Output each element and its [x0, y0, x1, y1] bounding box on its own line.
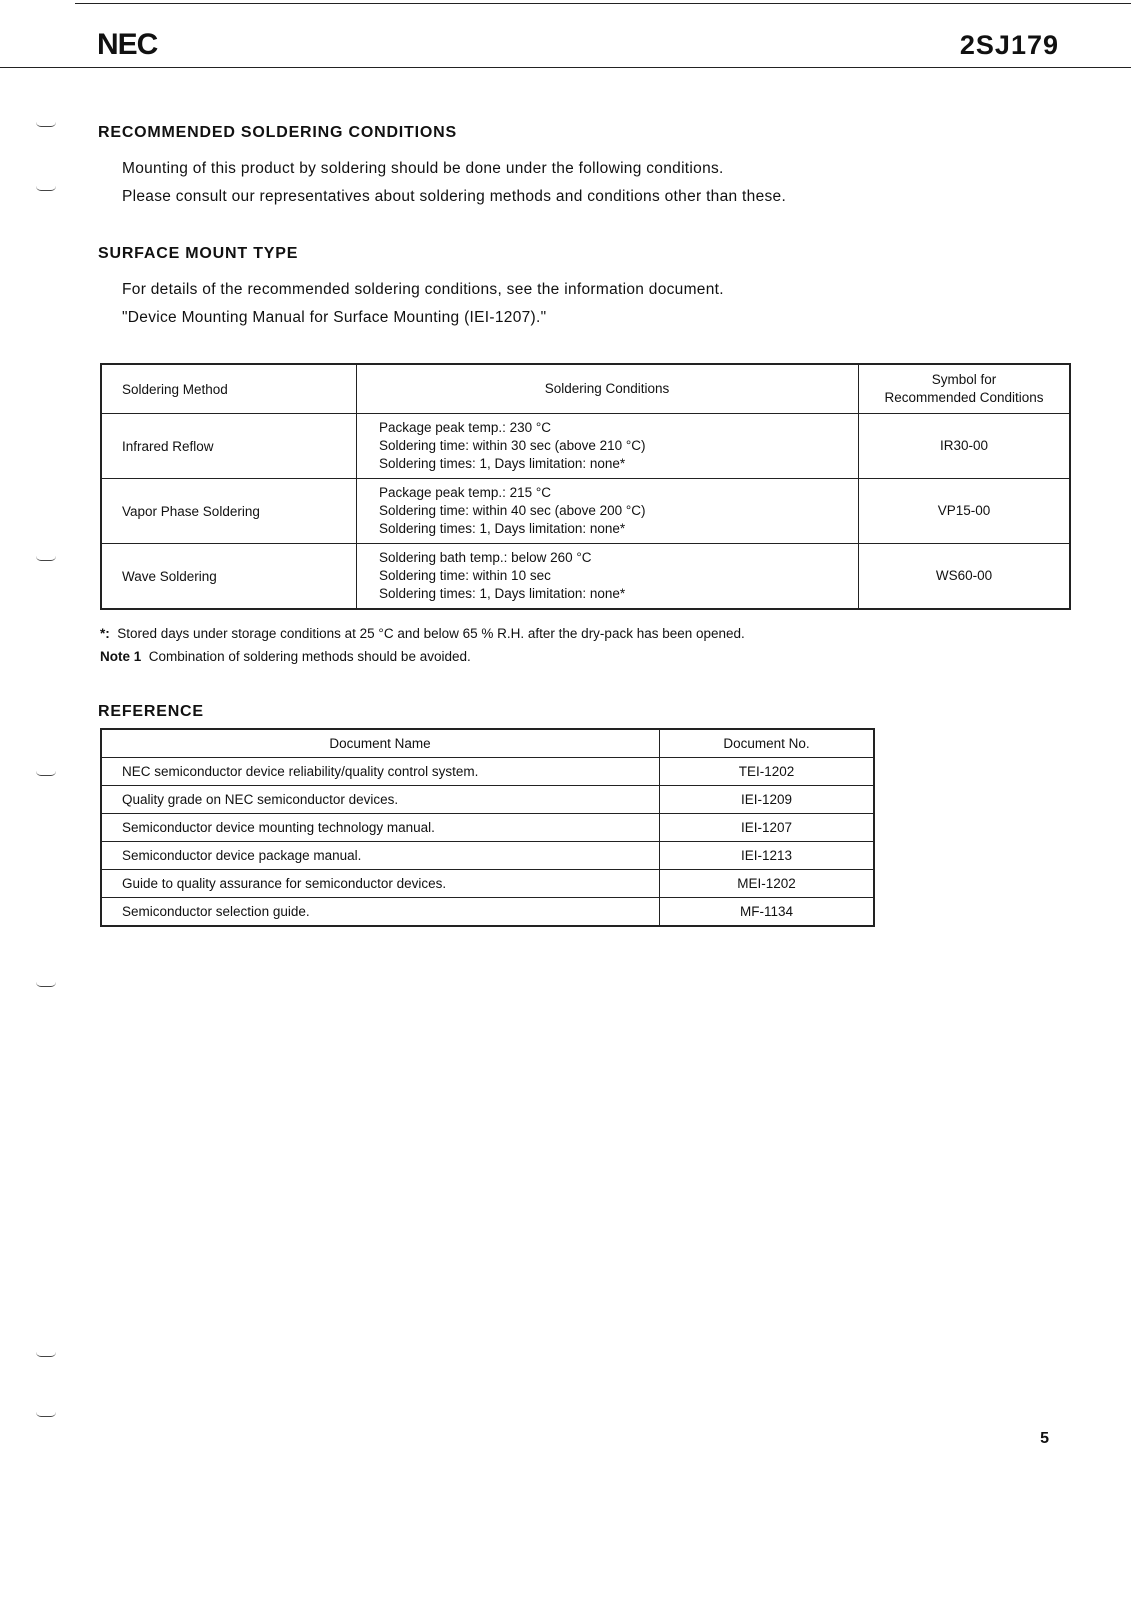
binding-mark — [36, 122, 56, 127]
method-cell: Wave Soldering — [101, 544, 357, 610]
document-name-cell: Semiconductor device package manual. — [101, 842, 660, 870]
binding-mark — [36, 1412, 56, 1417]
conditions-cell: Package peak temp.: 230 °C Soldering time: within 30 sec (above 210 °C) Soldering times: 1, Days limitation: none* — [357, 414, 859, 479]
conditions-cell: Package peak temp.: 215 °C Soldering time: within 40 sec (above 200 °C) Soldering times: 1, Days limitation: none* — [357, 479, 859, 544]
table-row — [101, 814, 874, 842]
table-header-row — [101, 729, 874, 758]
table-row — [101, 479, 1070, 544]
section-heading-soldering: RECOMMENDED SOLDERING CONDITIONS — [98, 124, 457, 141]
table-row — [101, 544, 1070, 610]
column-header: Symbol for Recommended Conditions — [859, 364, 1071, 414]
document-number-cell: IEI-1213 — [660, 842, 875, 870]
page-number: 5 — [1040, 1430, 1049, 1447]
table-header-row — [101, 364, 1070, 414]
document-name-cell: Semiconductor device mounting technology manual. — [101, 814, 660, 842]
symbol-cell: WS60-00 — [859, 544, 1071, 610]
soldering-conditions-table — [100, 363, 1071, 610]
column-header: Document No. — [660, 729, 875, 758]
paragraph-line: "Device Mounting Manual for Surface Mounting (IEI-1207)." — [122, 309, 547, 326]
footnote-storage: *: Stored days under storage conditions at 25 °C and below 65 % R.H. after the dry-pack has been opened. — [100, 626, 745, 641]
section-heading-reference: REFERENCE — [98, 703, 204, 720]
header-rule — [0, 67, 1131, 68]
table-row — [101, 414, 1070, 479]
document-number-cell: IEI-1209 — [660, 786, 875, 814]
binding-mark — [36, 186, 56, 191]
column-header: Document Name — [101, 729, 660, 758]
table-row — [101, 786, 874, 814]
document-number-cell: MF-1134 — [660, 898, 875, 927]
brand-logo: NEC — [97, 28, 158, 61]
note-1: Note 1 Combination of soldering methods should be avoided. — [100, 649, 471, 664]
section-heading-surface-mount: SURFACE MOUNT TYPE — [98, 245, 299, 262]
document-name-cell: Quality grade on NEC semiconductor devices. — [101, 786, 660, 814]
document-number-cell: TEI-1202 — [660, 758, 875, 786]
table-row — [101, 842, 874, 870]
method-cell: Infrared Reflow — [101, 414, 357, 479]
table-row — [101, 898, 874, 927]
paragraph-line: Mounting of this product by soldering should be done under the following conditions. — [122, 160, 724, 177]
binding-mark — [36, 982, 56, 987]
binding-mark — [36, 771, 56, 776]
paragraph-line: Please consult our representatives about soldering methods and conditions other than these. — [122, 188, 787, 205]
document-number-cell: IEI-1207 — [660, 814, 875, 842]
column-header: Soldering Method — [101, 364, 357, 414]
conditions-cell: Soldering bath temp.: below 260 °C Soldering time: within 10 sec Soldering times: 1, Days limitation: none* — [357, 544, 859, 610]
document-name-cell: Guide to quality assurance for semiconductor devices. — [101, 870, 660, 898]
document-name-cell: Semiconductor selection guide. — [101, 898, 660, 927]
symbol-cell: IR30-00 — [859, 414, 1071, 479]
method-cell: Vapor Phase Soldering — [101, 479, 357, 544]
binding-mark — [36, 556, 56, 561]
symbol-cell: VP15-00 — [859, 479, 1071, 544]
column-header: Soldering Conditions — [357, 364, 859, 414]
paragraph-line: For details of the recommended soldering conditions, see the information document. — [122, 281, 724, 298]
top-rule — [75, 3, 1131, 4]
document-number-cell: MEI-1202 — [660, 870, 875, 898]
part-number: 2SJ179 — [959, 30, 1059, 60]
table-row — [101, 870, 874, 898]
reference-table — [100, 728, 875, 927]
binding-mark — [36, 1352, 56, 1357]
document-name-cell: NEC semiconductor device reliability/quality control system. — [101, 758, 660, 786]
table-row — [101, 758, 874, 786]
